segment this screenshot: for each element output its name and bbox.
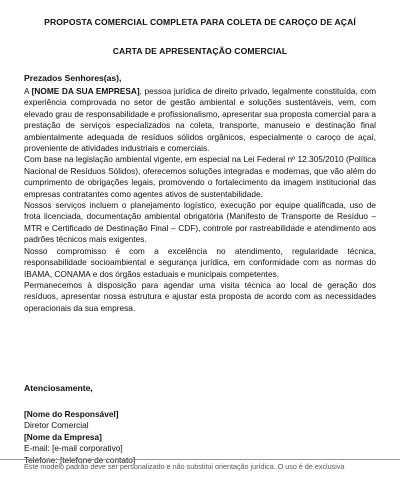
greeting: Prezados Senhores(as), bbox=[24, 73, 122, 83]
closing: Atenciosamente, bbox=[24, 383, 93, 393]
signatory-role: Diretor Comercial bbox=[24, 420, 89, 431]
paragraph-lead: A bbox=[24, 86, 32, 96]
paragraph: Permanecemos à disposição para agendar uma visita técnica ao local de geração dos resíduos, apresentar nossa estrutura e ajustar esta proposta de acordo com as necessidades operacionais da sua empresa. bbox=[24, 279, 376, 313]
company-placeholder: [NOME DA SUA EMPRESA] bbox=[31, 86, 140, 96]
footer-disclaimer: Este modelo padrão deve ser personalizado e não substitui orientação jurídica. O uso é de exclusiva bbox=[24, 462, 345, 471]
paragraph: Com base na legislação ambiental vigente, em especial na Lei Federal nº 12.305/2010 (Política Nacional de Resíduos Sólidos), oferecemos soluções integradas e modernas, que vão além do cumprimento de obrigações legais, promovendo o fortalecimento da imagem institucional das empresas contratantes como agentes ativos de sustentabilidade. bbox=[24, 154, 376, 199]
document-title: PROPOSTA COMERCIAL COMPLETA PARA COLETA DE CAROÇO DE AÇAÍ bbox=[44, 17, 356, 27]
footer-divider bbox=[0, 459, 400, 460]
signatory-name: [Nome do Responsável] bbox=[24, 409, 119, 419]
paragraph: Nosso compromisso é com a excelência no atendimento, regularidade técnica, responsabilidade socioambiental e segurança jurídica, em conformidade com as normas do IBAMA, CONAMA e dos órgãos estaduais e municipais competentes. bbox=[24, 245, 376, 279]
signatory-company: [Nome da Empresa] bbox=[24, 431, 102, 442]
paragraph bbox=[24, 86, 376, 154]
letter-body bbox=[24, 86, 376, 314]
paragraph-text: , pessoa jurídica de direito privado, legalmente constituída, com experiência comprovada no setor de gestão ambiental e soluções sustentáveis, vem, com elevado grau de responsabilidade e profissionalismo, apresentar sua proposta comercial para a prestação de serviços especializados na coleta, transporte, manuseio e destinação final ambientalmente adequada de resíduos sólidos orgânicos, especialmente o caroço de açaí, proveniente de atividades industriais e comerciais. bbox=[24, 86, 376, 154]
document-subtitle: CARTA DE APRESENTAÇÃO COMERCIAL bbox=[112, 46, 288, 56]
signature-block bbox=[24, 409, 135, 466]
signatory-email: E-mail: [e-mail corporativo] bbox=[24, 443, 123, 454]
paragraph: Nossos serviços incluem o planejamento logístico, execução por equipe qualificada, uso de frota licenciada, documentação ambiental obrigatória (Manifesto de Transporte de Resíduo – MTR e Certificado de Destinação Final – CDF), controle por rastreabilidade e atendimento aos padrões técnicos mais exigentes. bbox=[24, 200, 376, 245]
